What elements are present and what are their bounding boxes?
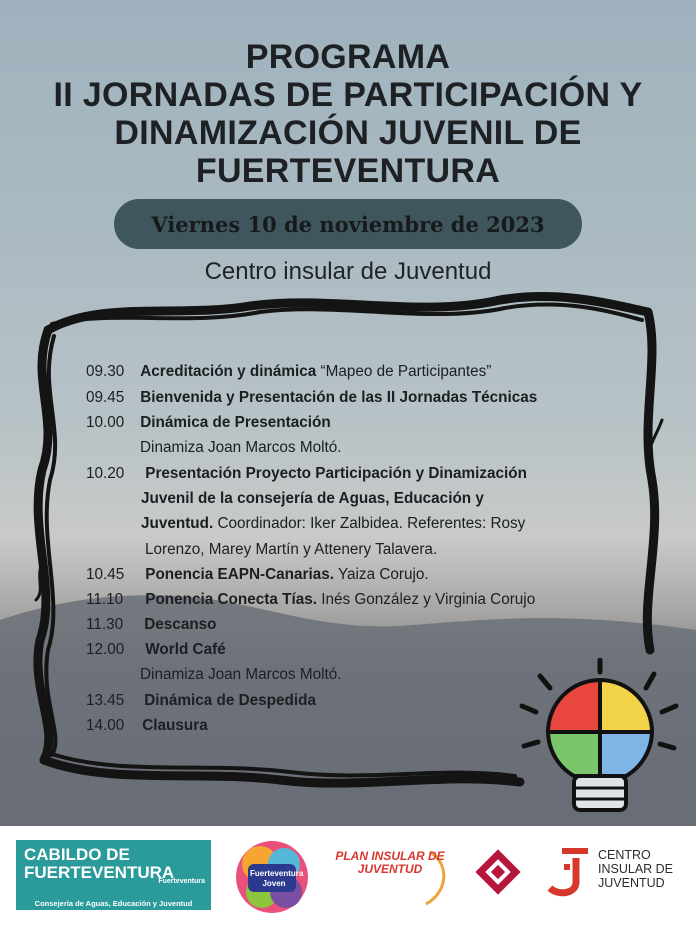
agenda-time: 14.00 xyxy=(86,717,125,734)
centro-insular-label xyxy=(598,848,688,890)
agenda-detail: “Mapeo de Participantes” xyxy=(316,363,492,380)
cij-line: CENTRO xyxy=(598,848,651,862)
agenda-time: 12.00 xyxy=(86,641,125,658)
agenda-item xyxy=(86,641,226,659)
lightbulb-puzzle-icon xyxy=(510,658,690,828)
agenda-item xyxy=(86,414,331,432)
agenda-item xyxy=(86,389,537,407)
agenda-detail: Yaiza Corujo. xyxy=(333,566,429,583)
agenda-time: 11.10 xyxy=(86,591,124,608)
agenda-time: 09.45 xyxy=(86,389,125,406)
municipal-seal-logo xyxy=(472,846,524,898)
agenda-title: Bienvenida y Presentación de las II Jornadas Técnicas xyxy=(140,389,538,406)
agenda-time: 10.00 xyxy=(86,414,125,431)
title-line-3: DINAMIZACIÓN JUVENIL DE xyxy=(114,114,582,152)
agenda-time: 10.45 xyxy=(86,566,125,583)
agenda-item xyxy=(86,465,527,483)
cabildo-title: CABILDO DE FUERTEVENTURA xyxy=(24,845,175,882)
footer-logos xyxy=(0,826,696,928)
agenda-item xyxy=(86,591,535,609)
agenda-item xyxy=(86,692,316,710)
cabildo-subtitle: Consejería de Aguas, Educación y Juventud xyxy=(34,899,193,908)
cabildo-logo xyxy=(16,840,211,910)
agenda-title: World Café xyxy=(145,641,226,658)
title-line-4: FUERTEVENTURA xyxy=(195,152,501,190)
agenda-title: Acreditación y dinámica xyxy=(140,363,317,380)
agenda-title: Descanso xyxy=(144,616,217,633)
agenda-item xyxy=(86,363,491,381)
agenda-title: Clausura xyxy=(142,717,208,734)
venue-label: Centro insular de Juventud xyxy=(204,258,492,285)
agenda-time: 13.45 xyxy=(86,692,125,709)
agenda-title: Ponencia Conecta Tías. xyxy=(145,591,317,608)
agenda-title-cont: Juventud. xyxy=(141,515,214,532)
plan-insular-label: PLAN INSULAR DE JUVENTUD xyxy=(335,849,445,876)
agenda-title-cont: Juvenil de la consejería de Aguas, Educación y xyxy=(141,490,484,507)
joven-label: Fuerteventura Joven xyxy=(250,869,304,888)
agenda-title: Dinámica de Despedida xyxy=(144,692,316,709)
title-line-2: II JORNADAS DE PARTICIPACIÓN Y xyxy=(53,76,643,114)
agenda-time: 10.20 xyxy=(86,465,125,482)
agenda-title: Ponencia EAPN-Canarias. xyxy=(145,566,334,583)
cabildo-brand: Fuerteventura xyxy=(158,878,205,885)
agenda-item xyxy=(86,616,217,634)
agenda-time: 11.30 xyxy=(86,616,124,633)
agenda-title: Presentación Proyecto Participación y Dinamización xyxy=(145,465,527,482)
agenda-detail: Dinamiza Joan Marcos Moltó. xyxy=(140,666,342,683)
cij-line: JUVENTUD xyxy=(598,876,665,890)
agenda-detail: Dinamiza Joan Marcos Moltó. xyxy=(140,439,342,456)
centro-insular-juventud-logo xyxy=(540,844,594,900)
agenda-detail: Inés González y Virginia Corujo xyxy=(316,591,536,608)
cij-line: INSULAR DE xyxy=(598,862,674,876)
title-line-1: PROGRAMA xyxy=(245,38,451,76)
agenda-time: 09.30 xyxy=(86,363,125,380)
agenda-title: Dinámica de Presentación xyxy=(140,414,331,431)
agenda-detail xyxy=(141,515,525,533)
agenda-detail: Lorenzo, Marey Martín y Attenery Talavera. xyxy=(145,541,438,558)
agenda-detail-text: Coordinador: Iker Zalbidea. Referentes: Rosy xyxy=(213,515,526,532)
agenda-item xyxy=(86,566,429,584)
date-badge xyxy=(114,199,582,249)
agenda-item xyxy=(86,717,208,735)
event-date: Viernes 10 de noviembre de 2023 xyxy=(151,211,545,237)
